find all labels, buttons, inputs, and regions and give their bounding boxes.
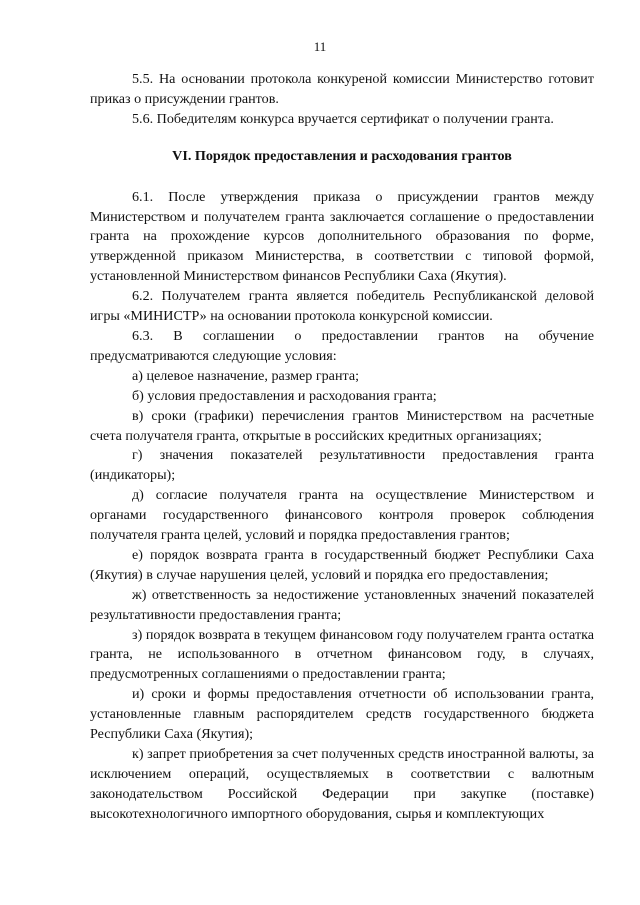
page-number: 11: [313, 39, 327, 54]
list-item-i: и) сроки и формы предоставления отчетности об использовании гранта, установленные главным распорядителем средств государственного бюджета Республики Саха (Якутия);: [90, 686, 594, 743]
paragraph-5-5: 5.5. На основании протокола конкуреной комиссии Министерство готовит приказ о присуждении грантов.: [90, 71, 594, 107]
document-body: [90, 70, 594, 825]
list-item-v: в) сроки (графики) перечисления грантов Министерством на расчетные счета получателя гранта, открытые в российских кредитных организациях;: [90, 407, 594, 444]
paragraph-6-2: 6.2. Получателем гранта является победитель Республиканской деловой игры «МИНИСТР» на основании протокола конкурсной комиссии.: [90, 288, 594, 325]
list-item-a: а) целевое назначение, размер гранта;: [132, 367, 359, 384]
list-item-b: б) условия предоставления и расходования гранта;: [132, 387, 437, 404]
list-item-d: д) согласие получателя гранта на осуществление Министерством и органами государственного финансового контроля проверок соблюдения получателя гранта целей, условий и порядка предоставления грантов;: [90, 487, 594, 544]
list-item-zh: ж) ответственность за недостижение установленных значений показателей результативности предоставления гранта;: [90, 586, 594, 623]
paragraph-6-1: 6.1. После утверждения приказа о присуждении грантов между Министерством и получателем гранта заключается соглашение о предоставлении гранта на прохождение курсов дополнительного образования по форме, утвержденной приказом Министерства, в соответствии с типовой формой, установленной Министерством финансов Республики Саха (Якутия).: [90, 188, 594, 285]
paragraph-5-6: 5.6. Победителям конкурса вручается сертификат о получении гранта.: [132, 110, 554, 127]
list-item-z: з) порядок возврата в текущем финансовом году получателем гранта остатка гранта, не использованного в отчетном финансовом году, в случаях, предусмотренных соглашениями о предоставлении гранта;: [90, 626, 594, 683]
list-item-g: г) значения показателей результативности предоставления гранта (индикаторы);: [90, 447, 594, 484]
paragraph-6-3: 6.3. В соглашении о предоставлении грантов на обучение предусматриваются следующие условия:: [90, 327, 594, 364]
list-item-k: к) запрет приобретения за счет полученных средств иностранной валюты, за исключением операций, осуществляемых в соответствии с валютным законодательством Российской Федерации при закупке (поставке) высокотехнологичного импортного оборудования, сырья и комплектующих: [90, 746, 594, 822]
list-item-e: е) порядок возврата гранта в государственный бюджет Республики Саха (Якутия) в случае нарушения целей, условий и порядка его предоставления;: [90, 546, 594, 583]
section-heading: VI. Порядок предоставления и расходования грантов: [172, 147, 512, 164]
